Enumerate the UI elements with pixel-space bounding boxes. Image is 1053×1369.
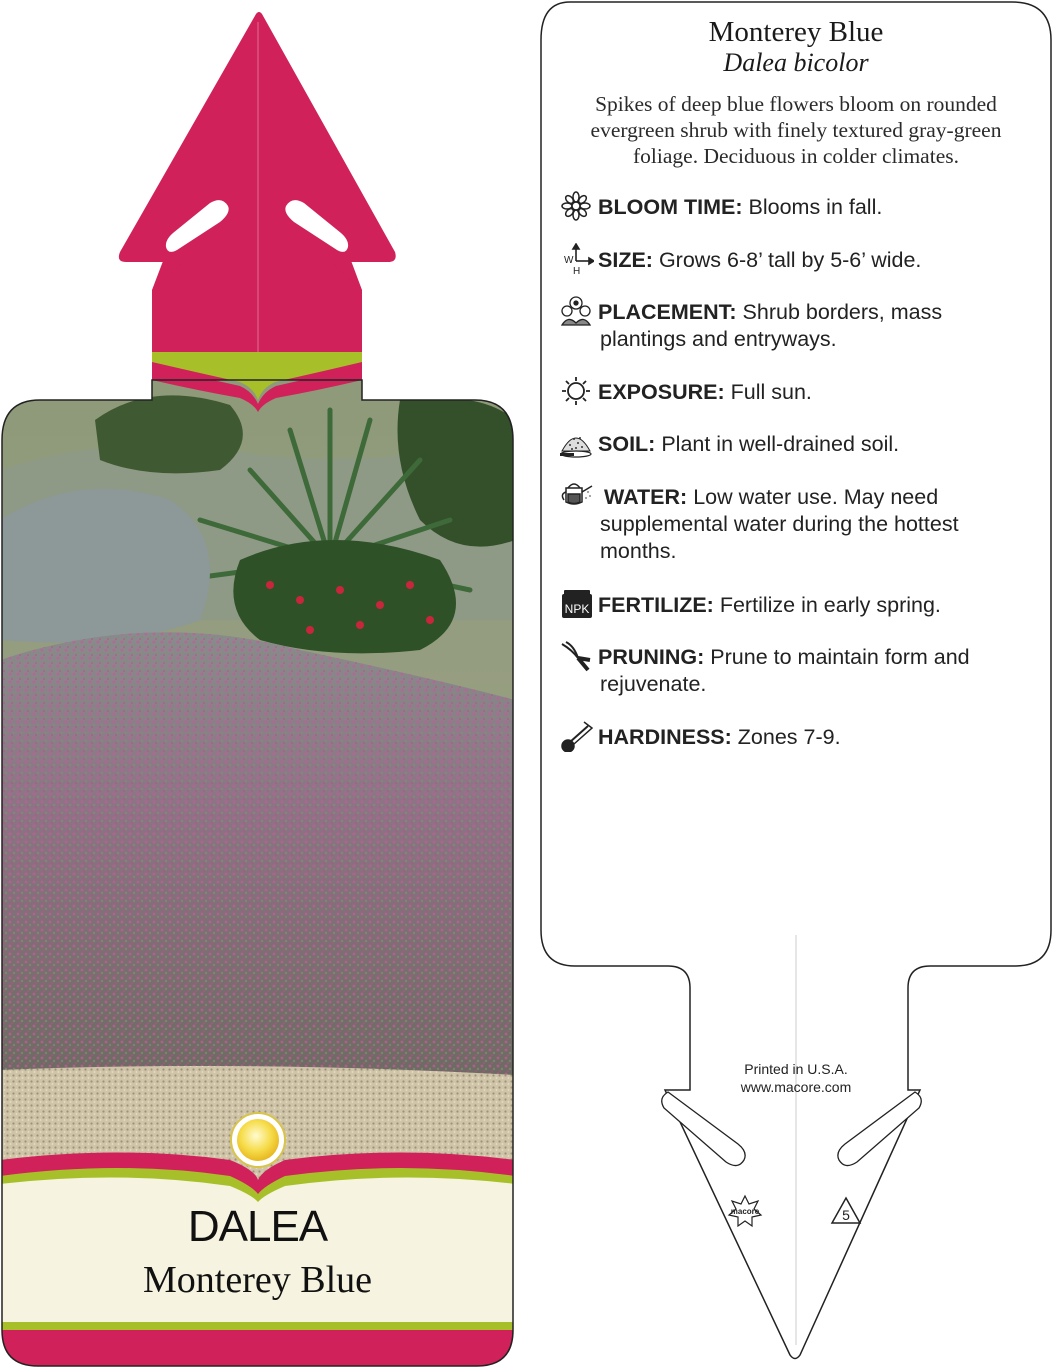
attr-label: WATER: [604, 485, 688, 509]
fertilizer-npk-icon [558, 588, 594, 620]
attr-text-cont: plantings and entryways. [600, 327, 837, 351]
placement-flowers-icon [558, 295, 594, 327]
attr-label: PLACEMENT: [598, 300, 737, 324]
attr-text: Zones 7-9. [737, 725, 841, 749]
front-genus: DALEA [187, 1202, 328, 1251]
printed-in: Printed in U.S.A. [744, 1061, 848, 1077]
pruners-icon [558, 640, 594, 672]
sun-icon [558, 375, 594, 407]
size-w-label: W [564, 255, 574, 266]
back-botanical-name: Dalea bicolor [723, 48, 869, 77]
soil-icon [558, 427, 594, 459]
attr-label: SOIL: [598, 432, 656, 456]
thermometer-icon [558, 720, 594, 752]
attr-label: SIZE: [598, 248, 653, 272]
attr-text: Low water use. May need [693, 485, 939, 509]
back-common-name: Monterey Blue [708, 16, 884, 48]
flower-icon [558, 190, 594, 222]
attr-text: Plant in well-drained soil. [661, 432, 900, 456]
attr-text: Fertilize in early spring. [719, 593, 941, 617]
macore-logo-text: macore [730, 1207, 760, 1216]
attr-text: Full sun. [730, 380, 812, 404]
attr-text: Prune to maintain form and [710, 645, 970, 669]
npk-label: NPK [564, 602, 590, 616]
attr-text: Grows 6-8’ tall by 5-6’ wide. [658, 248, 922, 272]
attr-label: HARDINESS: [598, 725, 732, 749]
attr-label: PRUNING: [598, 645, 705, 669]
attr-label: FERTILIZE: [598, 593, 714, 617]
attr-text: Blooms in fall. [748, 195, 883, 219]
recycle-number: 5 [842, 1207, 850, 1223]
size-arrows-icon [558, 243, 594, 275]
size-h-label: H [573, 266, 581, 275]
attr-text-cont: rejuvenate. [600, 672, 707, 696]
back-description: Spikes of deep blue flowers bloom on rounded evergreen shrub with finely textured gray-green foliage. Deciduous in colder climates. [590, 92, 1002, 168]
front-cultivar: Monterey Blue [142, 1259, 372, 1301]
attr-label: BLOOM TIME: [598, 195, 743, 219]
website: www.macore.com [740, 1079, 852, 1095]
attr-text: Shrub borders, mass [742, 300, 943, 324]
printer-info [690, 1060, 902, 1096]
attr-label: EXPOSURE: [598, 380, 725, 404]
attr-text-cont: supplemental water during the hottest months. [600, 512, 959, 563]
watering-can-icon [558, 480, 594, 512]
